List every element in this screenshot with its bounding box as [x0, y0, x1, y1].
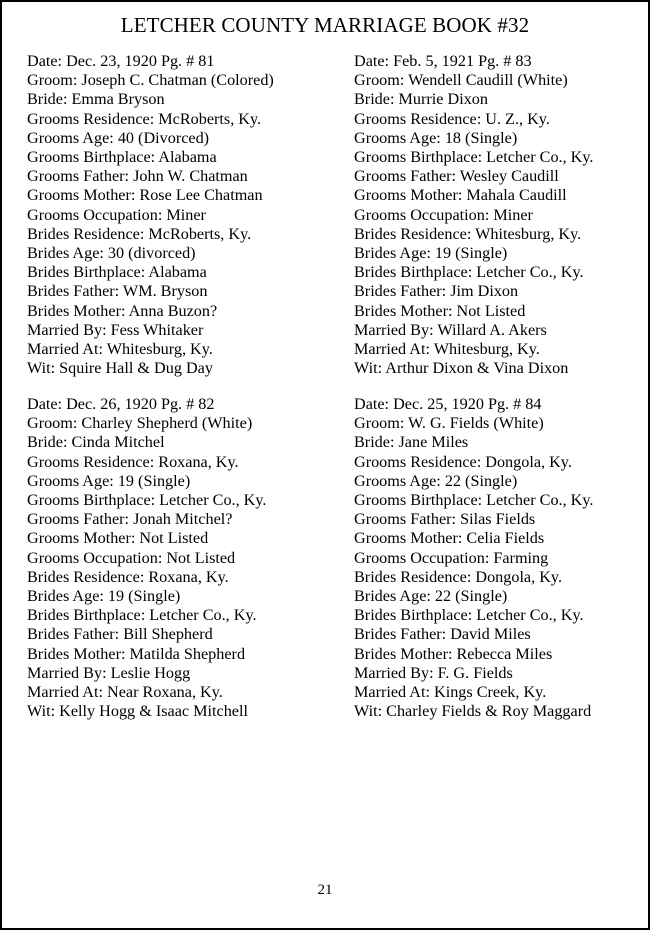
record-field: Wit: Arthur Dixon & Vina Dixon	[354, 359, 569, 378]
record-field: Groom: Charley Shepherd (White)	[27, 414, 253, 433]
record-field: Grooms Birthplace: Letcher Co., Ky.	[354, 491, 594, 510]
marriage-record	[27, 395, 327, 721]
record-field: Groom: Joseph C. Chatman (Colored)	[27, 71, 274, 90]
record-field: Wit: Squire Hall & Dug Day	[27, 359, 213, 378]
record-field: Brides Mother: Not Listed	[354, 301, 526, 320]
record-field: Date: Dec. 26, 1920 Pg. # 82	[27, 395, 215, 413]
marriage-record	[354, 395, 650, 721]
record-field: Married By: F. G. Fields	[354, 663, 513, 682]
record-field: Married At: Whitesburg, Ky.	[354, 340, 540, 359]
record-field: Brides Mother: Matilda Shepherd	[27, 644, 246, 663]
marriage-record	[354, 52, 650, 378]
record-field: Bride: Cinda Mitchel	[27, 433, 165, 452]
record-field: Grooms Occupation: Miner	[27, 205, 206, 224]
record-field: Brides Mother: Rebecca Miles	[354, 644, 553, 663]
record-field: Grooms Occupation: Miner	[354, 205, 533, 224]
page-title: LETCHER COUNTY MARRIAGE BOOK #32	[120, 13, 530, 37]
record-field: Grooms Mother: Mahala Caudill	[354, 186, 567, 205]
record-field: Married At: Whitesburg, Ky.	[27, 340, 213, 359]
record-field: Brides Residence: Whitesburg, Ky.	[354, 224, 582, 243]
record-field: Grooms Mother: Rose Lee Chatman	[27, 186, 263, 205]
marriage-record	[27, 52, 327, 378]
record-field: Grooms Birthplace: Alabama	[27, 148, 217, 167]
record-field: Brides Age: 30 (divorced)	[27, 244, 196, 263]
record-field: Married By: Leslie Hogg	[27, 663, 191, 682]
record-field: Bride: Jane Miles	[354, 433, 469, 452]
record-field: Bride: Murrie Dixon	[354, 90, 488, 109]
record-field: Brides Father: Bill Shepherd	[27, 625, 213, 644]
record-field: Brides Residence: McRoberts, Ky.	[27, 224, 252, 243]
record-field: Bride: Emma Bryson	[27, 90, 165, 109]
record-field: Grooms Occupation: Farming	[354, 548, 549, 567]
record-field: Grooms Residence: Dongola, Ky.	[354, 452, 572, 471]
record-field: Groom: W. G. Fields (White)	[354, 414, 544, 433]
record-field: Brides Residence: Roxana, Ky.	[27, 567, 229, 586]
record-field: Grooms Birthplace: Letcher Co., Ky.	[354, 148, 594, 167]
record-field: Brides Mother: Anna Buzon?	[27, 301, 218, 320]
record-field: Grooms Residence: U. Z., Ky.	[354, 109, 550, 128]
record-field: Wit: Kelly Hogg & Isaac Mitchell	[27, 702, 248, 721]
record-field: Grooms Father: Jonah Mitchel?	[27, 510, 233, 529]
record-field: Date: Dec. 23, 1920 Pg. # 81	[27, 52, 215, 70]
record-field: Brides Age: 19 (Single)	[354, 244, 508, 263]
record-field: Grooms Age: 22 (Single)	[354, 471, 518, 490]
record-field: Grooms Age: 18 (Single)	[354, 128, 518, 147]
record-field: Brides Father: David Miles	[354, 625, 531, 644]
record-field: Brides Residence: Dongola, Ky.	[354, 567, 562, 586]
record-field: Grooms Father: Wesley Caudill	[354, 167, 559, 186]
record-field: Brides Birthplace: Letcher Co., Ky.	[27, 606, 257, 625]
record-field: Grooms Residence: McRoberts, Ky.	[27, 109, 262, 128]
record-field: Groom: Wendell Caudill (White)	[354, 71, 568, 90]
record-field: Brides Birthplace: Letcher Co., Ky.	[354, 263, 584, 282]
record-field: Brides Age: 22 (Single)	[354, 587, 508, 606]
record-field: Grooms Residence: Roxana, Ky.	[27, 452, 239, 471]
record-field: Married At: Kings Creek, Ky.	[354, 683, 547, 702]
record-field: Married At: Near Roxana, Ky.	[27, 683, 223, 702]
record-field: Married By: Fess Whitaker	[27, 320, 204, 339]
record-field: Date: Dec. 25, 1920 Pg. # 84	[354, 395, 542, 413]
record-field: Brides Birthplace: Alabama	[27, 263, 207, 282]
record-field: Grooms Birthplace: Letcher Co., Ky.	[27, 491, 267, 510]
record-field: Date: Feb. 5, 1921 Pg. # 83	[354, 52, 532, 70]
record-field: Grooms Father: Silas Fields	[354, 510, 536, 529]
record-field: Grooms Occupation: Not Listed	[27, 548, 236, 567]
record-field: Grooms Father: John W. Chatman	[27, 167, 248, 186]
record-field: Brides Father: WM. Bryson	[27, 282, 208, 301]
record-field: Brides Age: 19 (Single)	[27, 587, 181, 606]
record-field: Grooms Mother: Not Listed	[27, 529, 209, 548]
record-field: Grooms Age: 40 (Divorced)	[27, 128, 210, 147]
record-field: Brides Father: Jim Dixon	[354, 282, 519, 301]
record-field: Brides Birthplace: Letcher Co., Ky.	[354, 606, 584, 625]
record-field: Wit: Charley Fields & Roy Maggard	[354, 702, 592, 721]
record-field: Grooms Age: 19 (Single)	[27, 471, 191, 490]
record-field: Married By: Willard A. Akers	[354, 320, 547, 339]
page-number: 21	[317, 882, 333, 898]
record-field: Grooms Mother: Celia Fields	[354, 529, 545, 548]
